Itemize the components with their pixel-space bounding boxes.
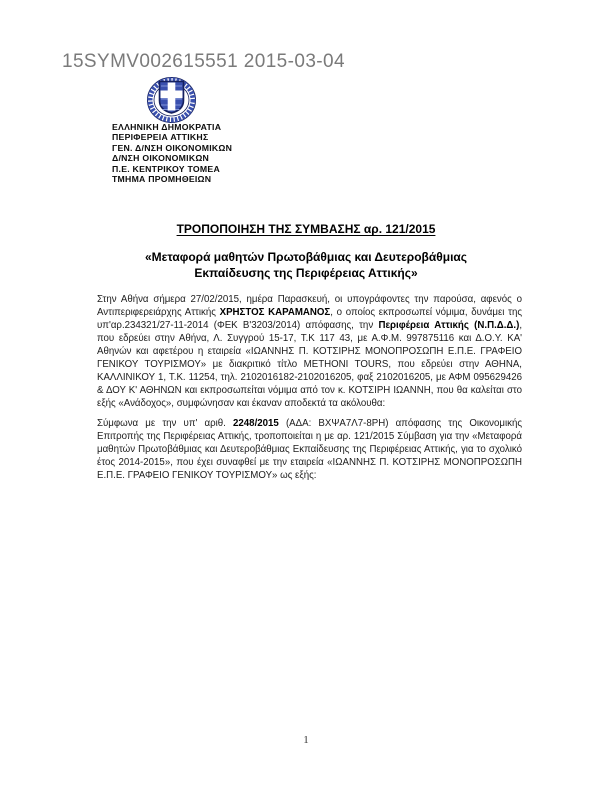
letterhead-line-region: ΠΕΡΙΦΕΡΕΙΑ ΑΤΤΙΚΗΣ bbox=[112, 132, 209, 143]
letterhead-line-department: ΤΜΗΜΑ ΠΡΟΜΗΘΕΙΩΝ bbox=[112, 174, 212, 185]
page-number: 1 bbox=[303, 734, 309, 746]
letterhead-line-republic: ΕΛΛΗΝΙΚΗ ΔΗΜΟΚΡΑΤΙΑ bbox=[112, 122, 222, 132]
document-title: ΤΡΟΠΟΠΟΙΗΣΗ ΤΗΣ ΣΥΜΒΑΣΗΣ αρ. 121/2015 bbox=[176, 222, 436, 236]
letterhead-line-unit: Π.Ε. ΚΕΝΤΡΙΚΟΥ ΤΟΜΕΑ bbox=[112, 163, 220, 174]
agency-letterhead bbox=[112, 122, 232, 184]
body-paragraph-parties: Στην Αθήνα σήμερα 27/02/2015, ημέρα Παρασκευή, οι υπογράφοντες την παρούσα, αφενός ο Αντιπεριφερειάρχης Αττικής ΧΡΗΣΤΟΣ ΚΑΡΑΜΑΝΟΣ, ο οποίος εκπροσωπεί νόμιμα, δυνάμει της υπ'αρ.234321/27-11-2014 (ΦΕΚ Β'3203/2014) απόφασης, την Περιφέρεια Αττικής (Ν.Π.Δ.Δ.), που εδρεύει στην Αθήνα, Λ. Συγγρού 15-17, Τ.Κ 117 43, με Α.Φ.Μ. 997875116 και Δ.Ο.Υ. ΚΑ' Αθηνών και αφετέρου η εταιρεία «ΙΩΑΝΝΗΣ Π. ΚΟΤΣΙΡΗΣ ΜΟΝΟΠΡΟΣΩΠΗ Ε.Π.Ε. ΓΡΑΦΕΙΟ ΓΕΝΙΚΟΥ ΤΟΥΡΙΣΜΟΥ» με διακριτικό τίτλο METHONI TOURS, που εδρεύει στην ΑΘΗΝΑ, ΚΑΛΛΙΝΙΚΟΥ 1, Τ.Κ. 11254, τηλ. 2102016182-2102016205, φαξ 2102016205, με ΑΦΜ 095629426 & ΔΟΥ Κ' ΑΘΗΝΩΝ και εκπροσωπείται νόμιμα από τον κ. ΚΟΤΣΙΡΗ ΙΩΑΝΝΗ, που θα καλείται στο εξής «Ανάδοχος», συμφώνησαν και έκαναν αποδεκτά τα ακόλουθα: bbox=[97, 294, 523, 410]
body-paragraph-modification: Σύμφωνα με την υπ' αριθ. 2248/2015 (ΑΔΑ: ΒΧΨΑ7Λ7-8ΡΗ) απόφασης της Οικονομικής Επιτροπής της Περιφέρειας Αττικής, τροποποιείται η με αρ. 121/2015 Σύμβαση για την «Μεταφορά μαθητών Πρωτοβάθμιας και Δευτεροβάθμιας Εκπαίδευσης της Περιφέρειας Αττικής, για το σχολικό έτος 2014-2015», που έχει συναφθεί με την εταιρεία «ΙΩΑΝΝΗΣ Π. ΚΟΤΣΙΡΗΣ ΜΟΝΟΠΡΟΣΩΠΗ Ε.Π.Ε. ΓΡΑΦΕΙΟ ΓΕΝΙΚΟΥ ΤΟΥΡΙΣΜΟΥ» ως εξής: bbox=[97, 418, 523, 482]
greek-coat-of-arms-icon bbox=[146, 76, 197, 124]
letterhead-line-dir: Δ/ΝΣΗ ΟΙΚΟΝΟΜΙΚΩΝ bbox=[112, 153, 210, 164]
letterhead-line-gen-dir: ΓΕΝ. Δ/ΝΣΗ ΟΙΚΟΝΟΜΙΚΩΝ bbox=[112, 142, 233, 153]
subtitle-line-1: «Μεταφορά μαθητών Πρωτοβάθμιας και Δευτεροβάθμιας bbox=[144, 250, 468, 264]
document-subtitle bbox=[0, 250, 612, 281]
subtitle-line-2: Εκπαίδευσης της Περιφέρειας Αττικής» bbox=[194, 265, 418, 280]
document-registry-code: 15SYMV002615551 2015-03-04 bbox=[62, 51, 345, 72]
